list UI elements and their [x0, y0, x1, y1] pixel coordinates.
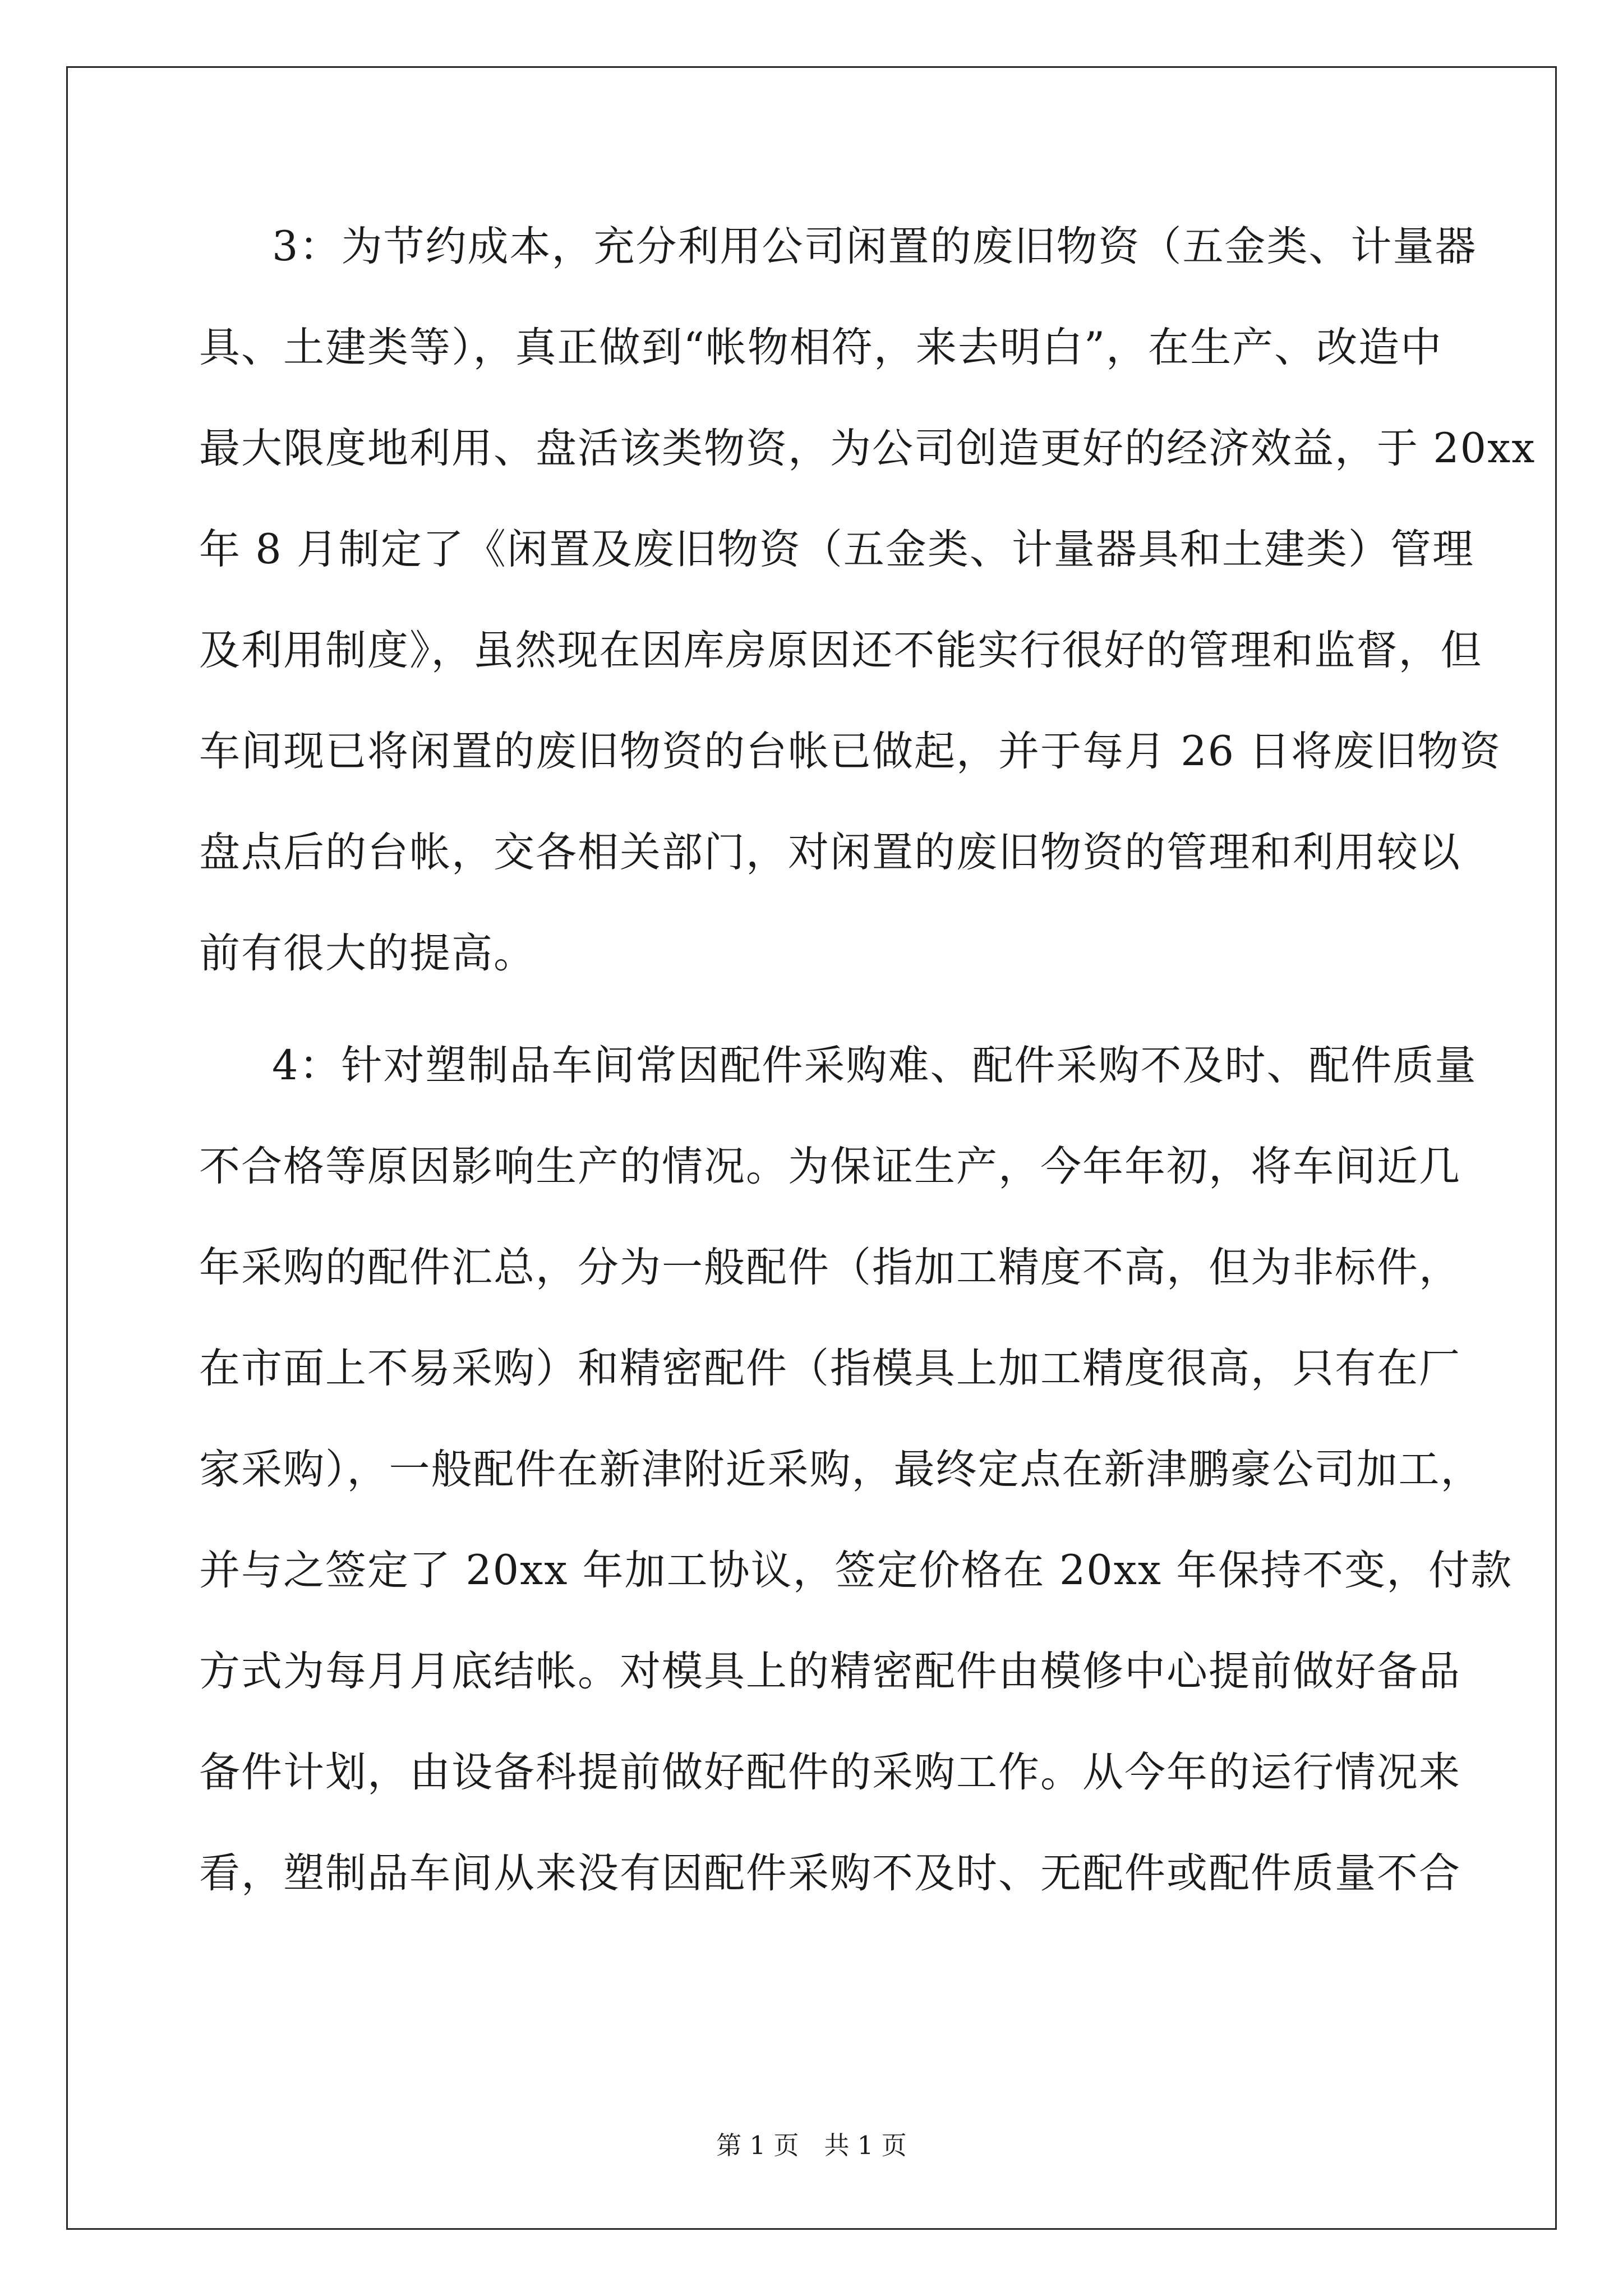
text-line: 最大限度地利用、盘活该类物资，为公司创造更好的经济效益，于 20xx	[199, 425, 1536, 472]
text-line: 年采购的配件汇总，分为一般配件（指加工精度不高，但为非标件，	[199, 1244, 1461, 1291]
text-line: 备件计划，由设备科提前做好配件的采购工作。从今年的运行情况来	[199, 1749, 1461, 1796]
page-footer: 第 1 页 共 1 页	[716, 2131, 907, 2160]
text-line: 盘点后的台帐，交各相关部门，对闲置的废旧物资的管理和利用较以	[199, 829, 1461, 876]
text-line: 具、土建类等），真正做到“帐物相符，来去明白”，在生产、改造中	[199, 324, 1443, 371]
text-line: 4：针对塑制品车间常因配件采购难、配件采购不及时、配件质量	[272, 1042, 1477, 1089]
text-line: 不合格等原因影响生产的情况。为保证生产，今年年初，将车间近几	[199, 1143, 1461, 1190]
text-line: 并与之签定了 20xx 年加工协议，签定价格在 20xx 年保持不变，付款	[199, 1547, 1513, 1594]
text-line: 在市面上不易采购）和精密配件（指模具上加工精度很高，只有在厂	[199, 1345, 1461, 1392]
text-line: 看，塑制品车间从来没有因配件采购不及时、无配件或配件质量不合	[199, 1849, 1461, 1897]
text-line: 3：为节约成本，充分利用公司闲置的废旧物资（五金类、计量器	[272, 223, 1477, 270]
text-line: 前有很大的提高。	[199, 930, 536, 977]
text-line: 及利用制度》，虽然现在因库房原因还不能实行很好的管理和监督，但	[199, 627, 1483, 674]
text-line: 家采购），一般配件在新津附近采购，最终定点在新津鹏豪公司加工，	[199, 1446, 1483, 1493]
text-line: 方式为每月月底结帐。对模具上的精密配件由模修中心提前做好备品	[199, 1648, 1461, 1695]
text-line: 车间现已将闲置的废旧物资的台帐已做起，并于每月 26 日将废旧物资	[199, 728, 1502, 775]
text-line: 年 8 月制定了《闲置及废旧物资（五金类、计量器具和土建类）管理	[199, 526, 1474, 573]
